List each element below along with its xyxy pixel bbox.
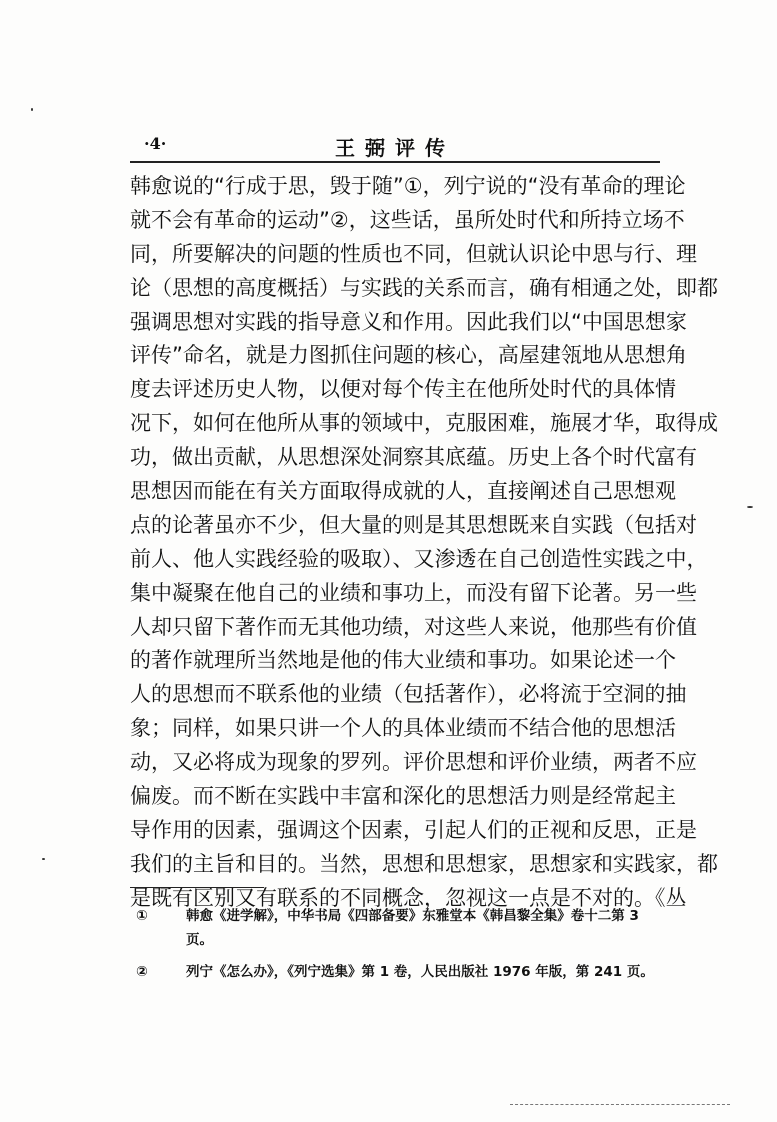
body-line: 度去评述历史人物，以便对每个传主在他所处时代的具体情	[130, 377, 676, 402]
body-line: 我们的主旨和目的。当然，思想和思想家，思想家和实践家，都	[130, 851, 718, 876]
body-text	[130, 170, 718, 916]
body-line: 前人、他人实践经验的吸取）、又渗透在自己创造性实践之中，	[130, 546, 708, 571]
header-rule	[130, 161, 660, 163]
body-line: 偏废。而不断在实践中丰富和深化的思想活力则是经常起主	[130, 784, 676, 809]
page-number: ·4·	[144, 134, 167, 153]
scan-speck	[31, 108, 33, 111]
footnote-text	[186, 904, 670, 952]
running-title: 王弼评传	[335, 136, 455, 160]
body-line: 论（思想的高度概括）与实践的关系而言，确有相通之处，即都	[130, 275, 718, 300]
body-line: 是既有区别又有联系的不同概念，忽视这一点是不对的。《丛	[130, 885, 687, 910]
body-line: 的著作就理所当然地是他的伟大业绩和事功。如果论述一个	[130, 648, 676, 673]
body-line: 功，做出贡献，从思想深处洞察其底蕴。历史上各个时代富有	[130, 445, 697, 470]
body-line: 点的论著虽亦不少，但大量的则是其思想既来自实践（包括对	[130, 512, 697, 537]
body-line: 思想因而能在有关方面取得成就的人，直接阐述自己思想观	[130, 479, 676, 504]
body-line: 况下，如何在他所从事的领域中，克服困难，施展才华，取得成	[130, 411, 718, 436]
footnote-rule	[130, 887, 264, 888]
footnote-line: 韩愈《进学解》，中华书局《四部备要》东雅堂本《韩昌黎全集》卷十二第 3	[186, 908, 639, 924]
body-line: 象；同样，如果只讲一个人的具体业绩而不结合他的思想活	[130, 716, 676, 741]
body-line: 韩愈说的“行成于思，毁于随”①，列宁说的“没有革命的理论	[130, 174, 686, 198]
footnote-text	[186, 960, 670, 984]
footnote-marker: ①	[136, 908, 148, 924]
body-line: 动，又必将成为现象的罗列。评价思想和评价业绩，两者不应	[130, 750, 697, 775]
body-line: 强调思想对实践的指导意义和作用。因此我们以“中国思想家	[130, 309, 687, 334]
footnote-2	[130, 960, 670, 984]
footnotes	[130, 904, 670, 992]
footnote-line: 列宁《怎么办》，《列宁选集》第 1 卷，人民出版社 1976 年版，第 241 页。	[186, 964, 654, 980]
body-line: 人却只留下著作而无其他功绩，对这些人来说，他那些有价值	[130, 614, 697, 639]
scan-smudge	[510, 1104, 730, 1107]
body-line: 人的思想而不联系他的业绩（包括著作），必将流于空洞的抽	[130, 682, 687, 707]
scan-speck	[42, 858, 45, 860]
scan-speck	[747, 506, 753, 508]
footnote-marker: ②	[136, 964, 148, 980]
body-line: 评传”命名，就是力图抓住问题的核心，高屋建瓴地从思想角	[130, 343, 687, 368]
footnote-line: 页。	[186, 932, 213, 948]
body-line: 导作用的因素，强调这个因素，引起人们的正视和反思，正是	[130, 817, 697, 842]
body-line: 就不会有革命的运动”②，这些话，虽所处时代和所持立场不	[130, 207, 685, 232]
body-line: 集中凝聚在他自己的业绩和事功上，而没有留下论著。另一些	[130, 580, 697, 605]
body-line: 同，所要解决的问题的性质也不同，但就认识论中思与行、理	[130, 241, 697, 266]
footnote-1	[130, 904, 670, 952]
page-header	[130, 132, 660, 160]
